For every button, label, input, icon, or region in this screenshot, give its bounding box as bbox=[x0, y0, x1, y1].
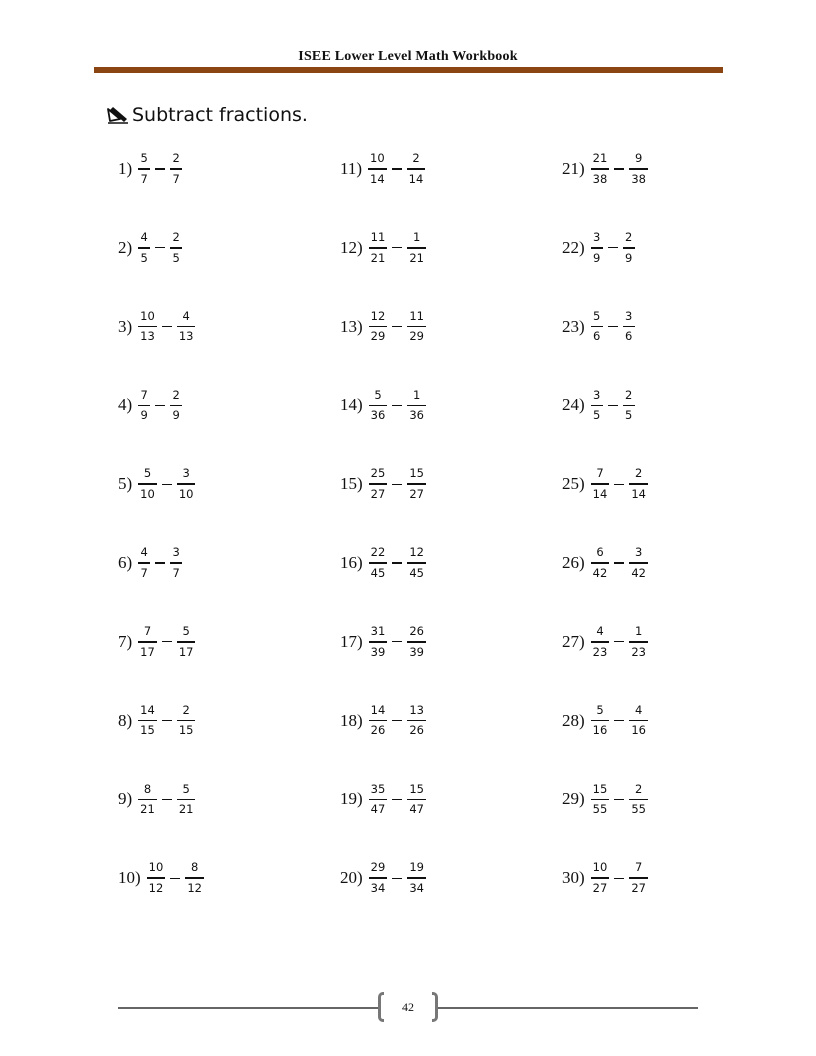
minus-sign bbox=[392, 326, 402, 327]
minuend-fraction bbox=[138, 624, 157, 660]
problem-number: 4) bbox=[118, 395, 133, 415]
problem-number: 16) bbox=[340, 553, 363, 572]
subtrahend-fraction bbox=[407, 230, 426, 266]
fraction-numerator: 3 bbox=[182, 466, 190, 481]
minus-sign bbox=[155, 562, 165, 563]
subtrahend-fraction bbox=[177, 703, 196, 739]
fraction-numerator: 4 bbox=[182, 308, 190, 323]
minus-sign bbox=[614, 562, 624, 563]
fraction-denominator: 13 bbox=[140, 329, 155, 344]
problem-number: 7) bbox=[118, 631, 133, 651]
page-number: 42 bbox=[402, 1000, 414, 1014]
minuend-fraction bbox=[369, 624, 388, 660]
fraction-denominator: 29 bbox=[370, 329, 386, 344]
fraction-numerator: 13 bbox=[409, 702, 424, 717]
instruction bbox=[106, 104, 308, 126]
fraction-denominator: 27 bbox=[631, 880, 646, 895]
fraction-numerator: 11 bbox=[409, 308, 424, 323]
fraction-denominator: 26 bbox=[409, 723, 424, 738]
subtrahend-fraction bbox=[407, 545, 426, 581]
minuend-fraction bbox=[591, 388, 603, 424]
minus-sign bbox=[155, 405, 165, 406]
fraction-denominator: 16 bbox=[631, 723, 646, 738]
fraction-denominator: 45 bbox=[370, 565, 386, 580]
fraction-numerator: 9 bbox=[634, 151, 643, 166]
fraction-denominator: 5 bbox=[172, 250, 180, 265]
problem-item bbox=[562, 462, 648, 506]
fraction-denominator: 55 bbox=[592, 802, 608, 817]
problem-number: 15) bbox=[340, 474, 363, 494]
problem-number: 26) bbox=[562, 553, 585, 572]
fraction-denominator: 27 bbox=[409, 486, 424, 501]
problem-item bbox=[340, 699, 426, 743]
fraction-denominator: 7 bbox=[140, 171, 148, 186]
problem-item bbox=[562, 541, 648, 585]
problem-number: 2) bbox=[118, 237, 133, 257]
minuend-fraction bbox=[591, 624, 610, 660]
minus-sign bbox=[392, 641, 402, 642]
minus-sign bbox=[162, 641, 172, 642]
page-header-title: ISEE Lower Level Math Workbook bbox=[298, 49, 518, 64]
minus-sign bbox=[162, 484, 172, 485]
problem-item bbox=[118, 462, 195, 506]
fraction-denominator: 9 bbox=[593, 250, 601, 265]
fraction-numerator: 8 bbox=[190, 860, 199, 875]
minus-sign bbox=[162, 326, 172, 327]
subtrahend-fraction bbox=[629, 703, 648, 739]
problem-item bbox=[340, 777, 426, 821]
fraction-denominator: 14 bbox=[631, 486, 646, 501]
minuend-fraction bbox=[591, 230, 603, 266]
fraction-numerator: 3 bbox=[593, 230, 601, 245]
fraction-denominator: 5 bbox=[593, 408, 601, 423]
fraction-denominator: 6 bbox=[625, 329, 633, 344]
fraction-denominator: 21 bbox=[409, 250, 424, 265]
fraction-numerator: 22 bbox=[370, 545, 386, 560]
fraction-denominator: 12 bbox=[187, 880, 202, 895]
fraction-denominator: 34 bbox=[370, 880, 386, 895]
problem-item bbox=[340, 462, 426, 506]
minus-sign bbox=[614, 799, 624, 800]
fraction-denominator: 39 bbox=[409, 644, 424, 659]
minus-sign bbox=[392, 720, 402, 721]
subtrahend-fraction bbox=[407, 466, 426, 502]
fraction-numerator: 2 bbox=[634, 781, 643, 796]
fraction-numerator: 5 bbox=[374, 387, 382, 402]
subtrahend-fraction bbox=[623, 309, 635, 345]
minuend-fraction bbox=[369, 466, 388, 502]
minus-sign bbox=[614, 484, 624, 485]
subtrahend-fraction bbox=[170, 545, 182, 581]
fraction-numerator: 2 bbox=[182, 702, 190, 717]
minus-sign bbox=[392, 484, 402, 485]
subtrahend-fraction bbox=[407, 624, 426, 660]
subtrahend-fraction bbox=[629, 860, 648, 896]
minuend-fraction bbox=[369, 545, 388, 581]
problem-item bbox=[562, 147, 648, 191]
fraction-numerator: 1 bbox=[412, 387, 421, 402]
fraction-denominator: 13 bbox=[178, 329, 194, 344]
problem-item bbox=[562, 226, 635, 270]
fraction-denominator: 17 bbox=[178, 644, 194, 659]
problem-number: 25) bbox=[562, 474, 585, 494]
fraction-numerator: 2 bbox=[172, 230, 180, 245]
fraction-numerator: 7 bbox=[143, 624, 152, 639]
fraction-denominator: 42 bbox=[592, 565, 608, 580]
subtrahend-fraction bbox=[407, 782, 426, 818]
fraction-numerator: 12 bbox=[370, 308, 386, 323]
minuend-fraction bbox=[138, 782, 157, 818]
minuend-fraction bbox=[138, 466, 157, 502]
fraction-numerator: 7 bbox=[634, 860, 643, 875]
problem-item bbox=[562, 856, 648, 900]
fraction-denominator: 42 bbox=[631, 565, 646, 580]
fraction-numerator: 3 bbox=[172, 545, 180, 560]
fraction-denominator: 7 bbox=[140, 565, 148, 580]
problem-item bbox=[118, 699, 195, 743]
fraction-denominator: 5 bbox=[625, 408, 633, 423]
fraction-denominator: 39 bbox=[370, 644, 386, 659]
fraction-numerator: 4 bbox=[140, 230, 148, 245]
minus-sign bbox=[614, 641, 624, 642]
minuend-fraction bbox=[369, 703, 388, 739]
minus-sign bbox=[155, 168, 165, 169]
fraction-denominator: 21 bbox=[178, 802, 194, 817]
fraction-numerator: 21 bbox=[592, 151, 608, 166]
fraction-numerator: 7 bbox=[140, 387, 148, 402]
problem-item bbox=[118, 147, 182, 191]
fraction-denominator: 23 bbox=[631, 644, 646, 659]
problem-item bbox=[118, 856, 204, 900]
minuend-fraction bbox=[591, 151, 610, 187]
fraction-denominator: 10 bbox=[140, 486, 155, 501]
fraction-numerator: 15 bbox=[409, 466, 424, 481]
fraction-numerator: 14 bbox=[370, 702, 386, 717]
fraction-numerator: 15 bbox=[409, 781, 424, 796]
problem-item bbox=[340, 226, 426, 270]
fraction-denominator: 9 bbox=[172, 408, 180, 423]
minuend-fraction bbox=[138, 703, 157, 739]
problem-number: 22) bbox=[562, 237, 585, 257]
minus-sign bbox=[392, 878, 402, 879]
problem-number: 17) bbox=[340, 631, 363, 651]
fraction-numerator: 25 bbox=[370, 466, 386, 481]
problem-number: 28) bbox=[562, 710, 585, 730]
problem-item bbox=[340, 856, 426, 900]
problem-number: 30) bbox=[562, 868, 585, 888]
minuend-fraction bbox=[138, 309, 157, 345]
fraction-denominator: 47 bbox=[370, 802, 386, 817]
subtrahend-fraction bbox=[170, 151, 182, 187]
problem-item bbox=[118, 541, 182, 585]
fraction-denominator: 15 bbox=[178, 723, 194, 738]
minus-sign bbox=[392, 562, 402, 563]
minus-sign bbox=[608, 326, 618, 327]
problem-item bbox=[340, 147, 425, 191]
fraction-denominator: 34 bbox=[409, 880, 424, 895]
minus-sign bbox=[392, 405, 402, 406]
problem-number: 24) bbox=[562, 395, 585, 415]
problem-number: 9) bbox=[118, 789, 133, 809]
subtrahend-fraction bbox=[177, 309, 196, 345]
subtrahend-fraction bbox=[170, 388, 182, 424]
minus-sign bbox=[162, 720, 172, 721]
minus-sign bbox=[614, 720, 624, 721]
fraction-denominator: 55 bbox=[631, 802, 646, 817]
minuend-fraction bbox=[591, 309, 603, 345]
fraction-numerator: 10 bbox=[370, 151, 385, 166]
minus-sign bbox=[392, 247, 402, 248]
subtrahend-fraction bbox=[629, 545, 648, 581]
fraction-numerator: 6 bbox=[596, 545, 604, 560]
fraction-denominator: 21 bbox=[140, 802, 155, 817]
fraction-numerator: 3 bbox=[634, 545, 643, 560]
fraction-denominator: 27 bbox=[370, 486, 386, 501]
fraction-denominator: 26 bbox=[370, 723, 386, 738]
fraction-numerator: 4 bbox=[634, 702, 643, 717]
fraction-denominator: 27 bbox=[592, 880, 608, 895]
fraction-numerator: 12 bbox=[409, 545, 424, 560]
minuend-fraction bbox=[369, 860, 388, 896]
fraction-denominator: 36 bbox=[409, 408, 424, 423]
fraction-denominator: 12 bbox=[148, 880, 164, 895]
minuend-fraction bbox=[368, 151, 387, 187]
fraction-numerator: 3 bbox=[625, 308, 633, 323]
problem-item bbox=[562, 777, 648, 821]
problem-item bbox=[562, 620, 648, 664]
subtrahend-fraction bbox=[177, 782, 196, 818]
fraction-denominator: 9 bbox=[140, 408, 148, 423]
fraction-denominator: 47 bbox=[409, 802, 424, 817]
minus-sign bbox=[170, 878, 180, 879]
minus-sign bbox=[614, 878, 624, 879]
fraction-denominator: 6 bbox=[593, 329, 601, 344]
subtrahend-fraction bbox=[177, 624, 196, 660]
problem-item bbox=[562, 699, 648, 743]
subtrahend-fraction bbox=[177, 466, 196, 502]
problem-number: 11) bbox=[340, 159, 363, 178]
fraction-numerator: 5 bbox=[182, 624, 190, 639]
fraction-numerator: 10 bbox=[140, 308, 155, 323]
fraction-numerator: 8 bbox=[143, 781, 152, 796]
fraction-denominator: 29 bbox=[409, 329, 424, 344]
fraction-numerator: 4 bbox=[596, 624, 604, 639]
fraction-denominator: 9 bbox=[625, 250, 633, 265]
problem-number: 29) bbox=[562, 789, 585, 809]
subtrahend-fraction bbox=[629, 466, 648, 502]
subtrahend-fraction bbox=[170, 230, 182, 266]
fraction-numerator: 2 bbox=[172, 387, 180, 402]
fraction-denominator: 7 bbox=[172, 171, 180, 186]
subtrahend-fraction bbox=[407, 309, 426, 345]
fraction-denominator: 14 bbox=[370, 171, 385, 186]
footer-divider-left bbox=[118, 1007, 378, 1009]
subtrahend-fraction bbox=[623, 388, 635, 424]
minuend-fraction bbox=[591, 466, 610, 502]
problem-number: 18) bbox=[340, 710, 363, 730]
problem-number: 13) bbox=[340, 316, 363, 336]
fraction-numerator: 15 bbox=[592, 781, 608, 796]
fraction-denominator: 5 bbox=[140, 250, 148, 265]
footer-bracket-left bbox=[378, 992, 384, 1022]
fraction-numerator: 35 bbox=[370, 781, 386, 796]
fraction-numerator: 7 bbox=[596, 466, 604, 481]
fraction-numerator: 14 bbox=[140, 702, 155, 717]
minus-sign bbox=[392, 799, 402, 800]
problem-number: 1) bbox=[118, 159, 133, 178]
fraction-denominator: 14 bbox=[592, 486, 608, 501]
footer-bracket-right bbox=[432, 992, 438, 1022]
fraction-numerator: 10 bbox=[592, 860, 608, 875]
fraction-numerator: 26 bbox=[409, 624, 424, 639]
fraction-denominator: 38 bbox=[592, 171, 608, 186]
problem-number: 20) bbox=[340, 868, 363, 888]
minus-sign bbox=[608, 405, 618, 406]
minus-sign bbox=[392, 168, 402, 169]
problem-item bbox=[118, 226, 182, 270]
minus-sign bbox=[155, 247, 165, 248]
subtrahend-fraction bbox=[185, 860, 204, 896]
fraction-numerator: 5 bbox=[143, 466, 152, 481]
minus-sign bbox=[608, 247, 618, 248]
problem-number: 10) bbox=[118, 868, 141, 888]
minuend-fraction bbox=[591, 782, 610, 818]
minus-sign bbox=[162, 799, 172, 800]
fraction-denominator: 16 bbox=[592, 723, 608, 738]
fraction-denominator: 17 bbox=[140, 644, 155, 659]
pencil-icon bbox=[106, 105, 130, 125]
fraction-denominator: 14 bbox=[408, 171, 424, 186]
minuend-fraction bbox=[138, 388, 150, 424]
minuend-fraction bbox=[369, 309, 388, 345]
fraction-denominator: 38 bbox=[631, 171, 646, 186]
problem-number: 21) bbox=[562, 159, 585, 178]
fraction-numerator: 31 bbox=[370, 624, 386, 639]
fraction-numerator: 2 bbox=[412, 151, 420, 166]
fraction-denominator: 15 bbox=[140, 723, 155, 738]
problem-number: 14) bbox=[340, 395, 363, 415]
fraction-numerator: 11 bbox=[370, 230, 386, 245]
minuend-fraction bbox=[138, 151, 150, 187]
minuend-fraction bbox=[147, 860, 166, 896]
subtrahend-fraction bbox=[407, 703, 426, 739]
minuend-fraction bbox=[591, 703, 610, 739]
problem-number: 27) bbox=[562, 631, 585, 651]
minuend-fraction bbox=[369, 388, 388, 424]
fraction-numerator: 1 bbox=[412, 230, 421, 245]
fraction-numerator: 1 bbox=[634, 624, 643, 639]
fraction-numerator: 5 bbox=[593, 308, 601, 323]
instruction-text: Subtract fractions. bbox=[132, 104, 308, 126]
problem-item bbox=[118, 777, 195, 821]
problem-item bbox=[340, 620, 426, 664]
fraction-numerator: 4 bbox=[140, 545, 148, 560]
minuend-fraction bbox=[591, 860, 610, 896]
fraction-numerator: 5 bbox=[140, 151, 148, 166]
header-divider bbox=[94, 67, 723, 73]
problem-item bbox=[118, 620, 195, 664]
fraction-numerator: 5 bbox=[596, 702, 604, 717]
fraction-denominator: 36 bbox=[370, 408, 386, 423]
subtrahend-fraction bbox=[407, 388, 426, 424]
fraction-denominator: 23 bbox=[592, 644, 608, 659]
problem-item bbox=[118, 383, 182, 427]
subtrahend-fraction bbox=[629, 151, 648, 187]
minuend-fraction bbox=[369, 230, 388, 266]
problem-item bbox=[340, 541, 426, 585]
fraction-numerator: 19 bbox=[409, 860, 424, 875]
subtrahend-fraction bbox=[407, 860, 426, 896]
problem-item bbox=[562, 305, 635, 349]
fraction-denominator: 7 bbox=[172, 565, 180, 580]
problem-number: 23) bbox=[562, 316, 585, 336]
minuend-fraction bbox=[591, 545, 610, 581]
problem-number: 3) bbox=[118, 316, 133, 336]
fraction-denominator: 21 bbox=[370, 250, 386, 265]
fraction-numerator: 2 bbox=[172, 151, 180, 166]
fraction-numerator: 10 bbox=[148, 860, 164, 875]
fraction-numerator: 29 bbox=[370, 860, 386, 875]
minuend-fraction bbox=[369, 782, 388, 818]
fraction-denominator: 10 bbox=[178, 486, 194, 501]
fraction-denominator: 45 bbox=[409, 565, 424, 580]
problem-number: 5) bbox=[118, 474, 133, 494]
minuend-fraction bbox=[138, 230, 150, 266]
subtrahend-fraction bbox=[623, 230, 635, 266]
footer-divider-right bbox=[438, 1007, 698, 1009]
fraction-numerator: 3 bbox=[593, 387, 601, 402]
fraction-numerator: 2 bbox=[625, 230, 633, 245]
problem-number: 12) bbox=[340, 237, 363, 257]
subtrahend-fraction bbox=[629, 782, 648, 818]
problem-item bbox=[340, 305, 426, 349]
subtrahend-fraction bbox=[407, 151, 426, 187]
fraction-numerator: 5 bbox=[182, 781, 190, 796]
problem-item bbox=[118, 305, 195, 349]
subtrahend-fraction bbox=[629, 624, 648, 660]
fraction-numerator: 2 bbox=[625, 387, 633, 402]
problem-number: 19) bbox=[340, 789, 363, 809]
problem-item bbox=[562, 383, 635, 427]
problem-number: 8) bbox=[118, 710, 133, 730]
problem-number: 6) bbox=[118, 553, 133, 572]
minuend-fraction bbox=[138, 545, 150, 581]
fraction-numerator: 2 bbox=[634, 466, 643, 481]
minus-sign bbox=[614, 168, 624, 169]
problem-item bbox=[340, 383, 426, 427]
